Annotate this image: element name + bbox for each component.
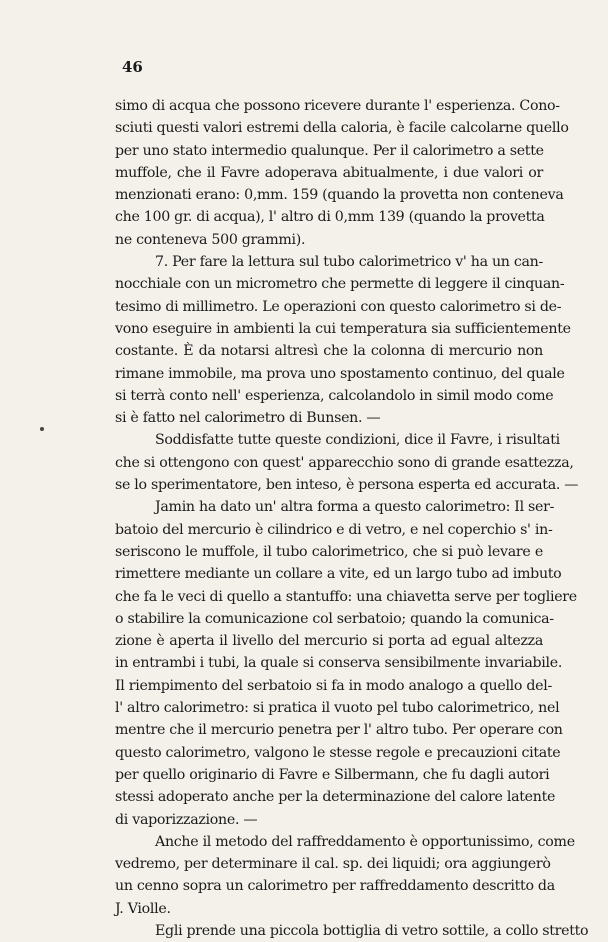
text-line: per uno stato intermedio qualunque. Per il calorimetro a sette — [115, 142, 544, 159]
body-text — [115, 95, 589, 942]
text-line: si terrà conto nell' esperienza, calcolandolo in simil modo come — [115, 387, 554, 404]
text-line: in entrambi i tubi, la quale si conserva sensibilmente invariabile. — [115, 655, 563, 672]
speck — [40, 427, 44, 431]
text-line: per quello originario di Favre e Silbermann, che fu dagli autori — [115, 766, 550, 783]
text-line: o stabilire la comunicazione col serbatoio; quando la comunica- — [115, 610, 554, 627]
text-line: questo calorimetro, valgono le stesse regole e precauzioni citate — [115, 744, 561, 761]
text-line: 7. Per fare la lettura sul tubo calorimetrico v' ha un can- — [155, 254, 543, 271]
page-number: 46 — [122, 58, 143, 76]
text-line: Il riempimento del serbatoio si fa in modo analogo a quello del- — [115, 677, 552, 694]
text-line: un cenno sopra un calorimetro per raffreddamento descritto da — [115, 878, 555, 895]
text-line: Egli prende una piccola bottiglia di vetro sottile, a collo stretto — [155, 922, 589, 939]
text-line: costante. È da notarsi altresì che la colonna di mercurio non — [115, 343, 543, 360]
text-line: l' altro calorimetro: si pratica il vuoto pel tubo calorimetrico, nel — [115, 700, 560, 717]
text-line: vono eseguire in ambienti la cui temperatura sia sufficientemente — [115, 320, 571, 337]
text-line: mentre che il mercurio penetra per l' altro tubo. Per operare con — [115, 722, 563, 739]
text-line: che si ottengono con quest' apparecchio sono di grande esattezza, — [115, 454, 574, 471]
text-line: se lo sperimentatore, ben inteso, è persona esperta ed accurata. — — [115, 477, 579, 494]
text-line: vedremo, per determinare il cal. sp. dei liquidi; ora aggiungerò — [115, 856, 551, 873]
text-line: J. Violle. — [115, 900, 171, 917]
text-line: nocchiale con un micrometro che permette di leggere il cinquan- — [115, 276, 565, 293]
text-line: sciuti questi valori estremi della caloria, è facile calcolarne quello — [115, 120, 569, 137]
text-line: stessi adoperato anche per la determinazione del calore latente — [115, 789, 556, 806]
text-line: di vaporizzazione. — — [115, 811, 258, 828]
text-line: si è fatto nel calorimetro di Bunsen. — — [115, 410, 381, 427]
text-line: Jamin ha dato un' altra forma a questo calorimetro: Il ser- — [155, 499, 555, 516]
text-line: Anche il metodo del raffreddamento è opportunissimo, come — [155, 833, 575, 850]
text-line: muffole, che il Favre adoperava abitualmente, i due valori or — [115, 164, 543, 181]
text-line: che fa le veci di quello a stantuffo: una chiavetta serve per togliere — [115, 588, 577, 605]
text-line: rimettere mediante un collare a vite, ed un largo tubo ad imbuto — [115, 566, 562, 583]
text-line: rimane immobile, ma prova uno spostamento continuo, del quale — [115, 365, 565, 382]
text-line: batoio del mercurio è cilindrico e di vetro, e nel coperchio s' in- — [115, 521, 553, 538]
text-line: Soddisfatte tutte queste condizioni, dice il Favre, i risultati — [155, 432, 560, 449]
text-line: tesimo di millimetro. Le operazioni con questo calorimetro si de- — [115, 298, 562, 315]
text-line: menzionati erano: 0,mm. 159 (quando la provetta non conteneva — [115, 187, 564, 204]
text-line: seriscono le muffole, il tubo calorimetrico, che si può levare e — [115, 543, 543, 560]
text-line: ne conteneva 500 grammi). — [115, 231, 306, 248]
text-line: simo di acqua che possono ricevere durante l' esperienza. Cono- — [115, 98, 560, 114]
text-line: zione è aperta il livello del mercurio si porta ad egual altezza — [115, 633, 543, 650]
text-line: che 100 gr. di acqua), l' altro di 0,mm 139 (quando la provetta — [115, 209, 545, 226]
